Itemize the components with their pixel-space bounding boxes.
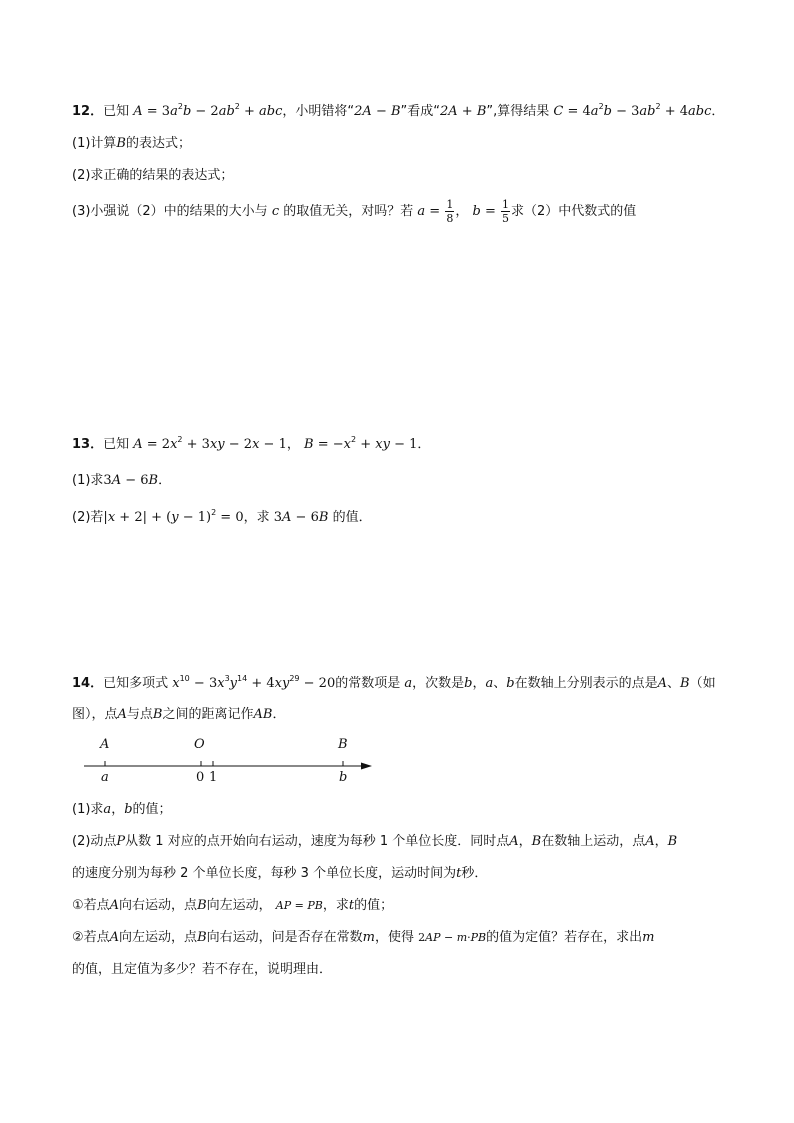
- q13-part1: (1)求3A − 6B．: [72, 473, 172, 488]
- q14-case2-line1: ②若点A向左运动，点B向右运动，问是否存在常数m，使得 2AP − m·PB的值为定值？若存在，求出m: [72, 930, 655, 945]
- q13-stem: 13．已知 $A = 2x^2 + 3xy - 2x - 1$， $B = -x^2$ + xy − 1．: [72, 435, 431, 452]
- value-1-label: 1: [209, 770, 218, 785]
- q14-part2-line2: 的速度分别为每秒 2 个单位长度，每秒 3 个单位长度，运动时间为t秒．: [72, 866, 488, 881]
- q14-number: 14．: [72, 676, 104, 691]
- q14-part2-line1: (2)动点P从数 1 对应的点开始向右运动，速度为每秒 1 个单位长度．同时点A，B在数轴上运动，点A，B: [72, 834, 678, 849]
- q14-case2-line2: 的值，且定值为多少？若不存在，说明理由．: [72, 962, 333, 977]
- value-b-label: b: [339, 770, 348, 785]
- q12-expr-A: A: [133, 104, 143, 119]
- q12-part1: (1)计算B的表达式；: [72, 136, 191, 151]
- fraction-a: $\frac{1}{8}$: [446, 198, 454, 225]
- q14-stem-line1: 14．已知多项式 $x^{10} - 3x^3y^{14} + 4xy^{29} - 20$的常数项是 a，次数是b，a、b在数轴上分别表示的点是A、B（如: [72, 674, 716, 691]
- value-a-label: a: [101, 770, 109, 785]
- q12-expr-C: C: [553, 104, 564, 119]
- q14-stem-line2: 图），点A与点B之间的距离记作AB．: [72, 707, 286, 722]
- q12-stem: 12．已知 $A = 3a^2b - 2ab^2$ + abc，小明错将“2A − B”看成“2A + B”,算得结果 $C = 4a^2b - 3ab^2 + 4abc$．: [72, 102, 725, 119]
- fraction-b: $\frac{1}{5}$: [502, 198, 509, 225]
- q13-part2: (2)若$|x + 2| + (y - 1)^2 = 0$，求 3A − 6B 的值．: [72, 508, 372, 525]
- point-A-label: A: [100, 737, 110, 752]
- number-line-svg: [80, 735, 380, 790]
- q12-number: 12．: [72, 104, 104, 119]
- q12-part2: (2)求正确的结果的表达式；: [72, 168, 234, 183]
- number-line-figure: [80, 735, 380, 790]
- q13-number: 13．: [72, 437, 104, 452]
- value-0-label: 0: [196, 770, 205, 785]
- point-O-label: O: [194, 737, 205, 752]
- point-B-label: B: [338, 737, 348, 752]
- q12-part3: (3)小强说（2）中的结果的大小与 c 的取值无关，对吗？若 a = $\frac{1}{8}$ ， b = $\frac{1}{5}$ 求（2）中代数式的值: [72, 198, 637, 225]
- axis-arrow-icon: [361, 763, 372, 770]
- q14-part1: (1)求a，b的值；: [72, 802, 172, 817]
- q14-case1: ①若点A向右运动，点B向左运动， AP = PB，求t的值；: [72, 898, 394, 913]
